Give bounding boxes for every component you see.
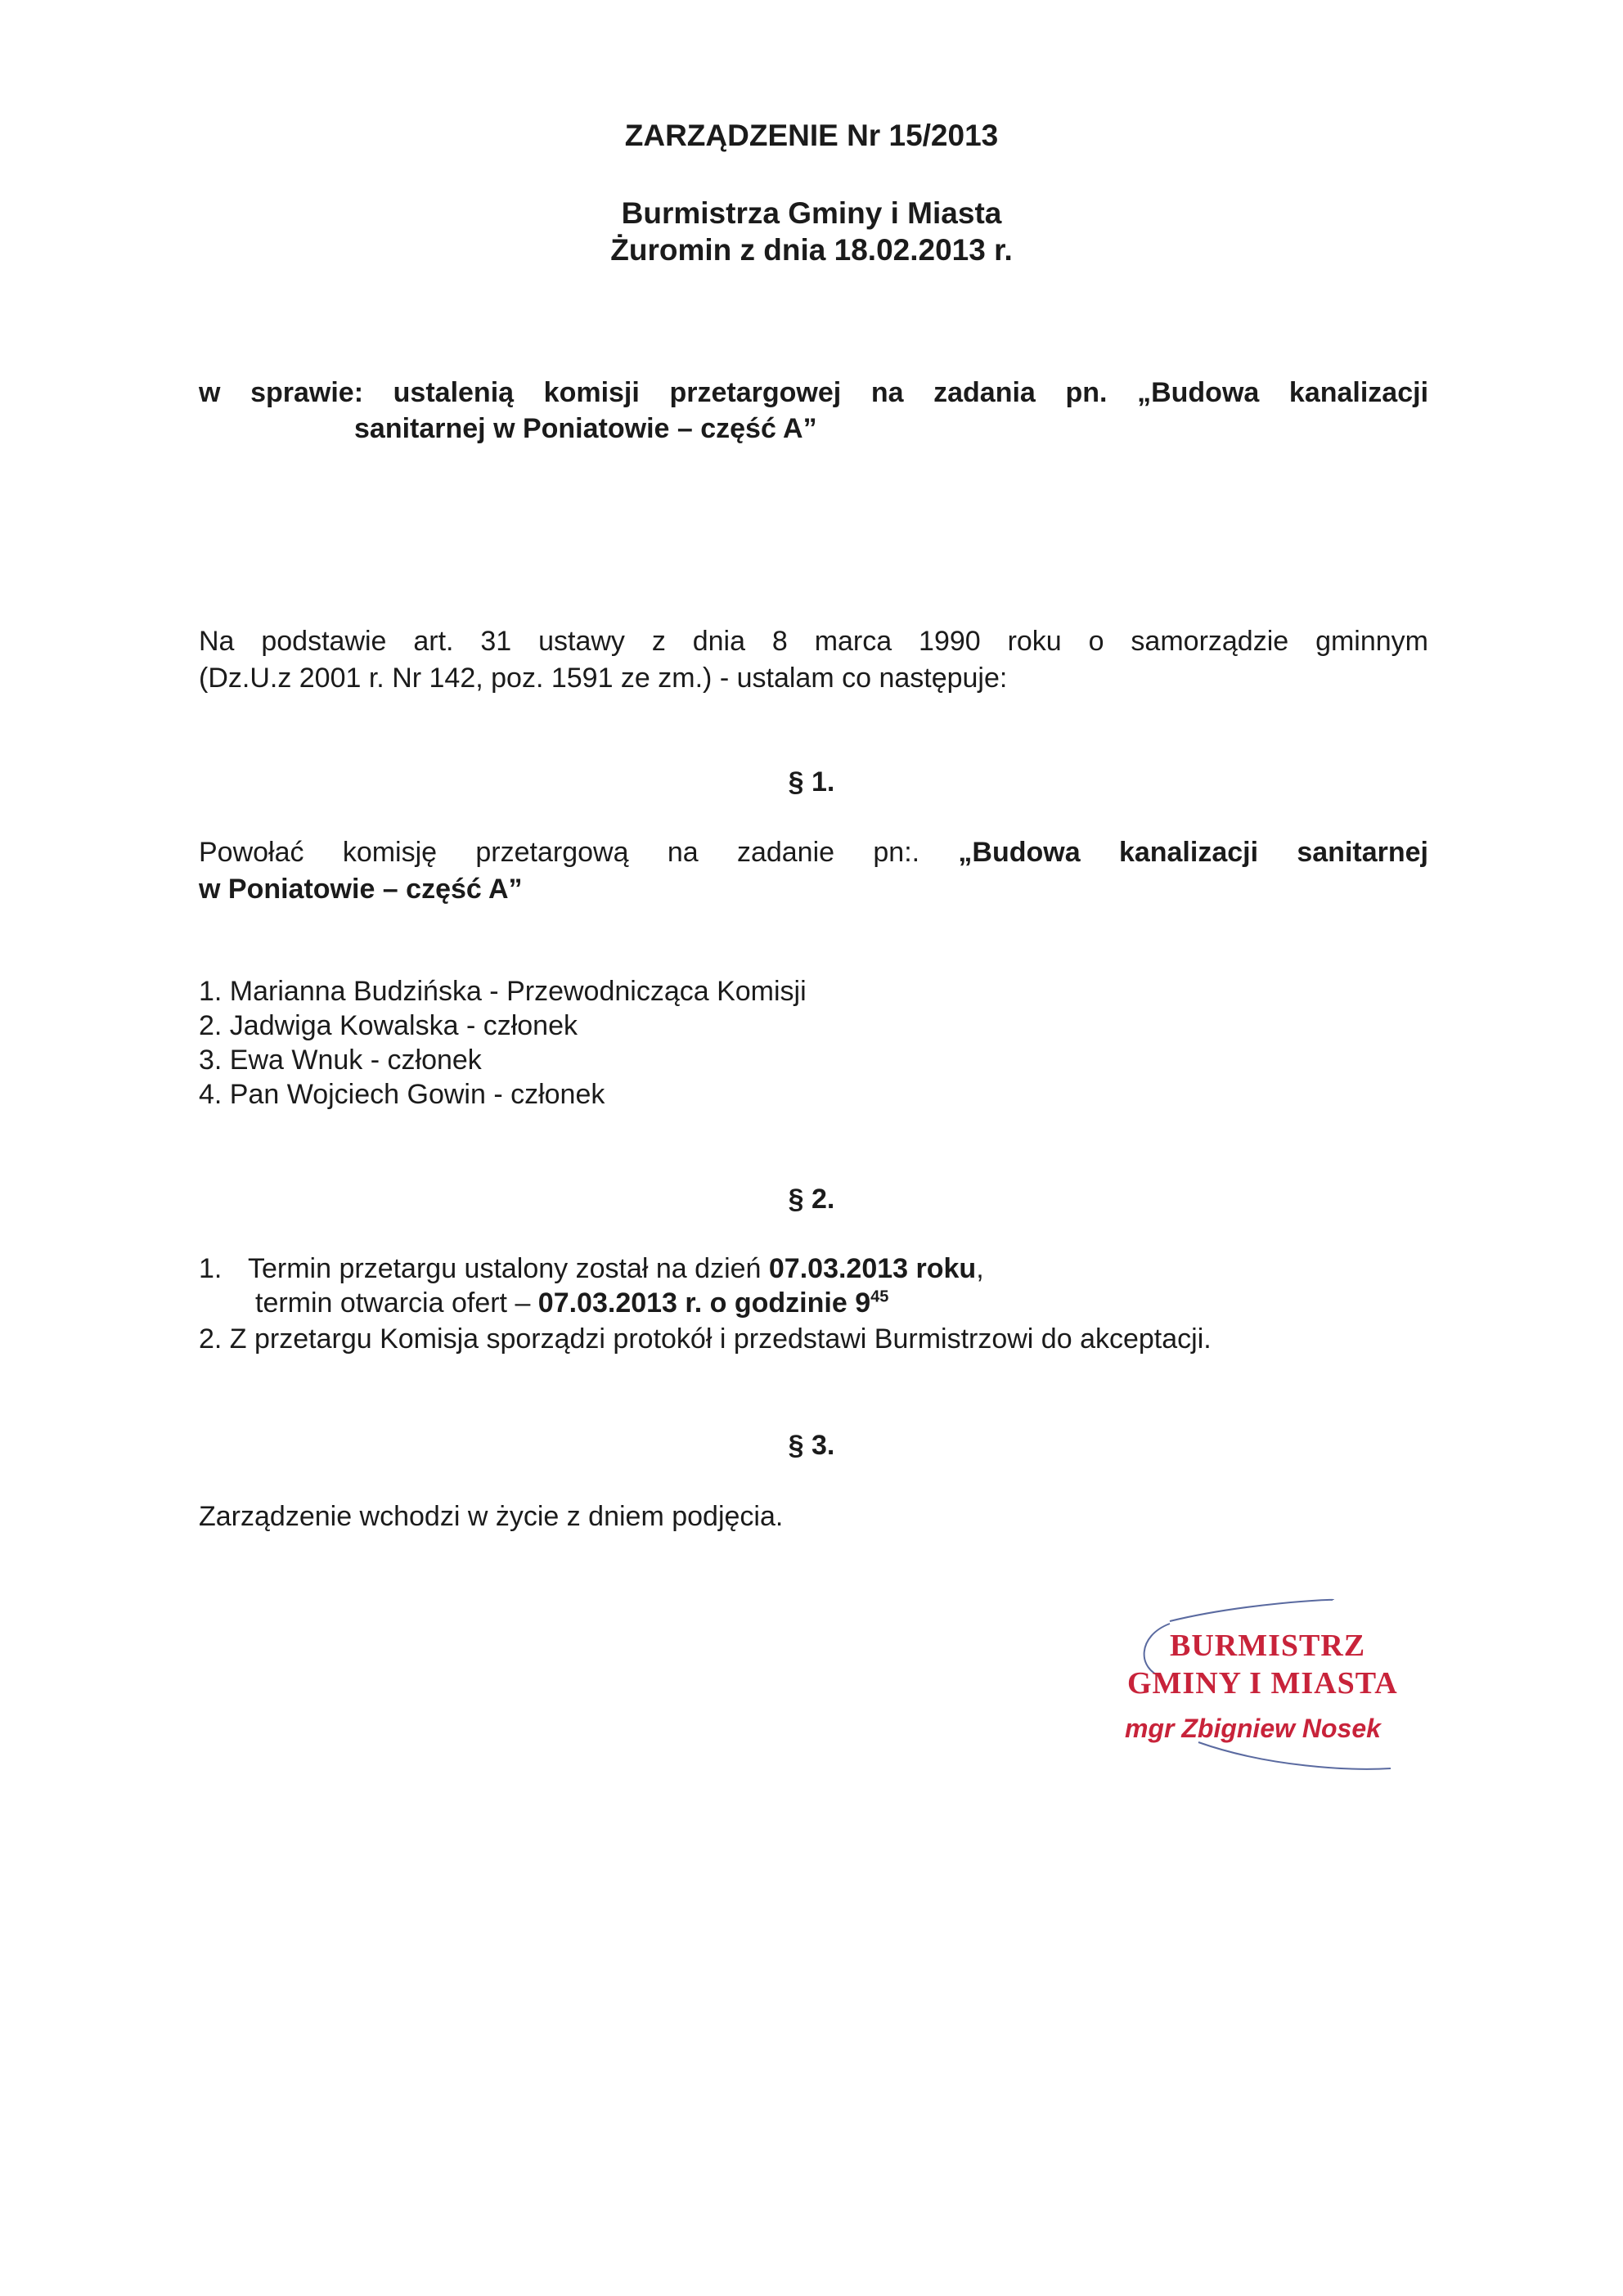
section-2-item-1-line-2: termin otwarcia ofert – 07.03.2013 r. o godzinie $9^{45}$: [255, 1287, 889, 1319]
section-1-heading: § 1.: [788, 766, 835, 798]
subject-line-2: sanitarnej w Poniatowie – część A”: [354, 413, 817, 444]
issuer-line-1: Burmistrza Gminy i Miasta: [621, 196, 1002, 230]
basis-line-1: Na podstawie art. 31 ustawy z dnia 8 marca 1990 roku o samorządzie gminnym: [199, 626, 1428, 657]
member-2: 2. Jadwiga Kowalska - członek: [199, 1010, 578, 1041]
section-2-item-2: 2. Z przetargu Komisja sporządzi protokół i przedstawi Burmistrzowi do akceptacji.: [199, 1323, 1212, 1355]
section-2-item-1-number: 1.: [199, 1253, 223, 1284]
stamp-line-2: GMINY I MIASTA: [1127, 1666, 1398, 1701]
stamp-name: mgr Zbigniew Nosek: [1125, 1714, 1381, 1743]
section-2-heading: § 2.: [788, 1184, 835, 1215]
subject-line-1: w sprawie: ustalenią komisji przetargowej na zadania pn. „Budowa kanalizacji: [199, 377, 1429, 408]
section-3-text: Zarządzenie wchodzi w życie z dniem podjęcia.: [199, 1501, 784, 1532]
issuer-line-2: Żuromin z dnia 18.02.2013 r.: [610, 233, 1013, 267]
document-title: ZARZĄDZENIE Nr 15/2013: [624, 119, 999, 152]
section-1-text-line-2: w Poniatowie – część A”: [199, 874, 523, 905]
section-2-item-1: Termin przetargu ustalony został na dzień 07.03.2013 roku,: [248, 1253, 984, 1284]
basis-line-2: (Dz.U.z 2001 r. Nr 142, poz. 1591 ze zm.) - ustalam co następuje:: [199, 663, 1008, 694]
section-3-heading: § 3.: [788, 1430, 835, 1461]
member-3: 3. Ewa Wnuk - członek: [199, 1045, 482, 1076]
stamp-line-1: BURMISTRZ: [1170, 1629, 1366, 1663]
member-1: 1. Marianna Budzińska - Przewodnicząca Komisji: [199, 976, 807, 1007]
member-4: 4. Pan Wojciech Gowin - członek: [199, 1079, 605, 1110]
mayor-stamp: [1121, 1579, 1415, 1791]
section-1-text-line-1: Powołać komisję przetargową na zadanie pn:. „Budowa kanalizacji sanitarnej: [199, 837, 1428, 868]
